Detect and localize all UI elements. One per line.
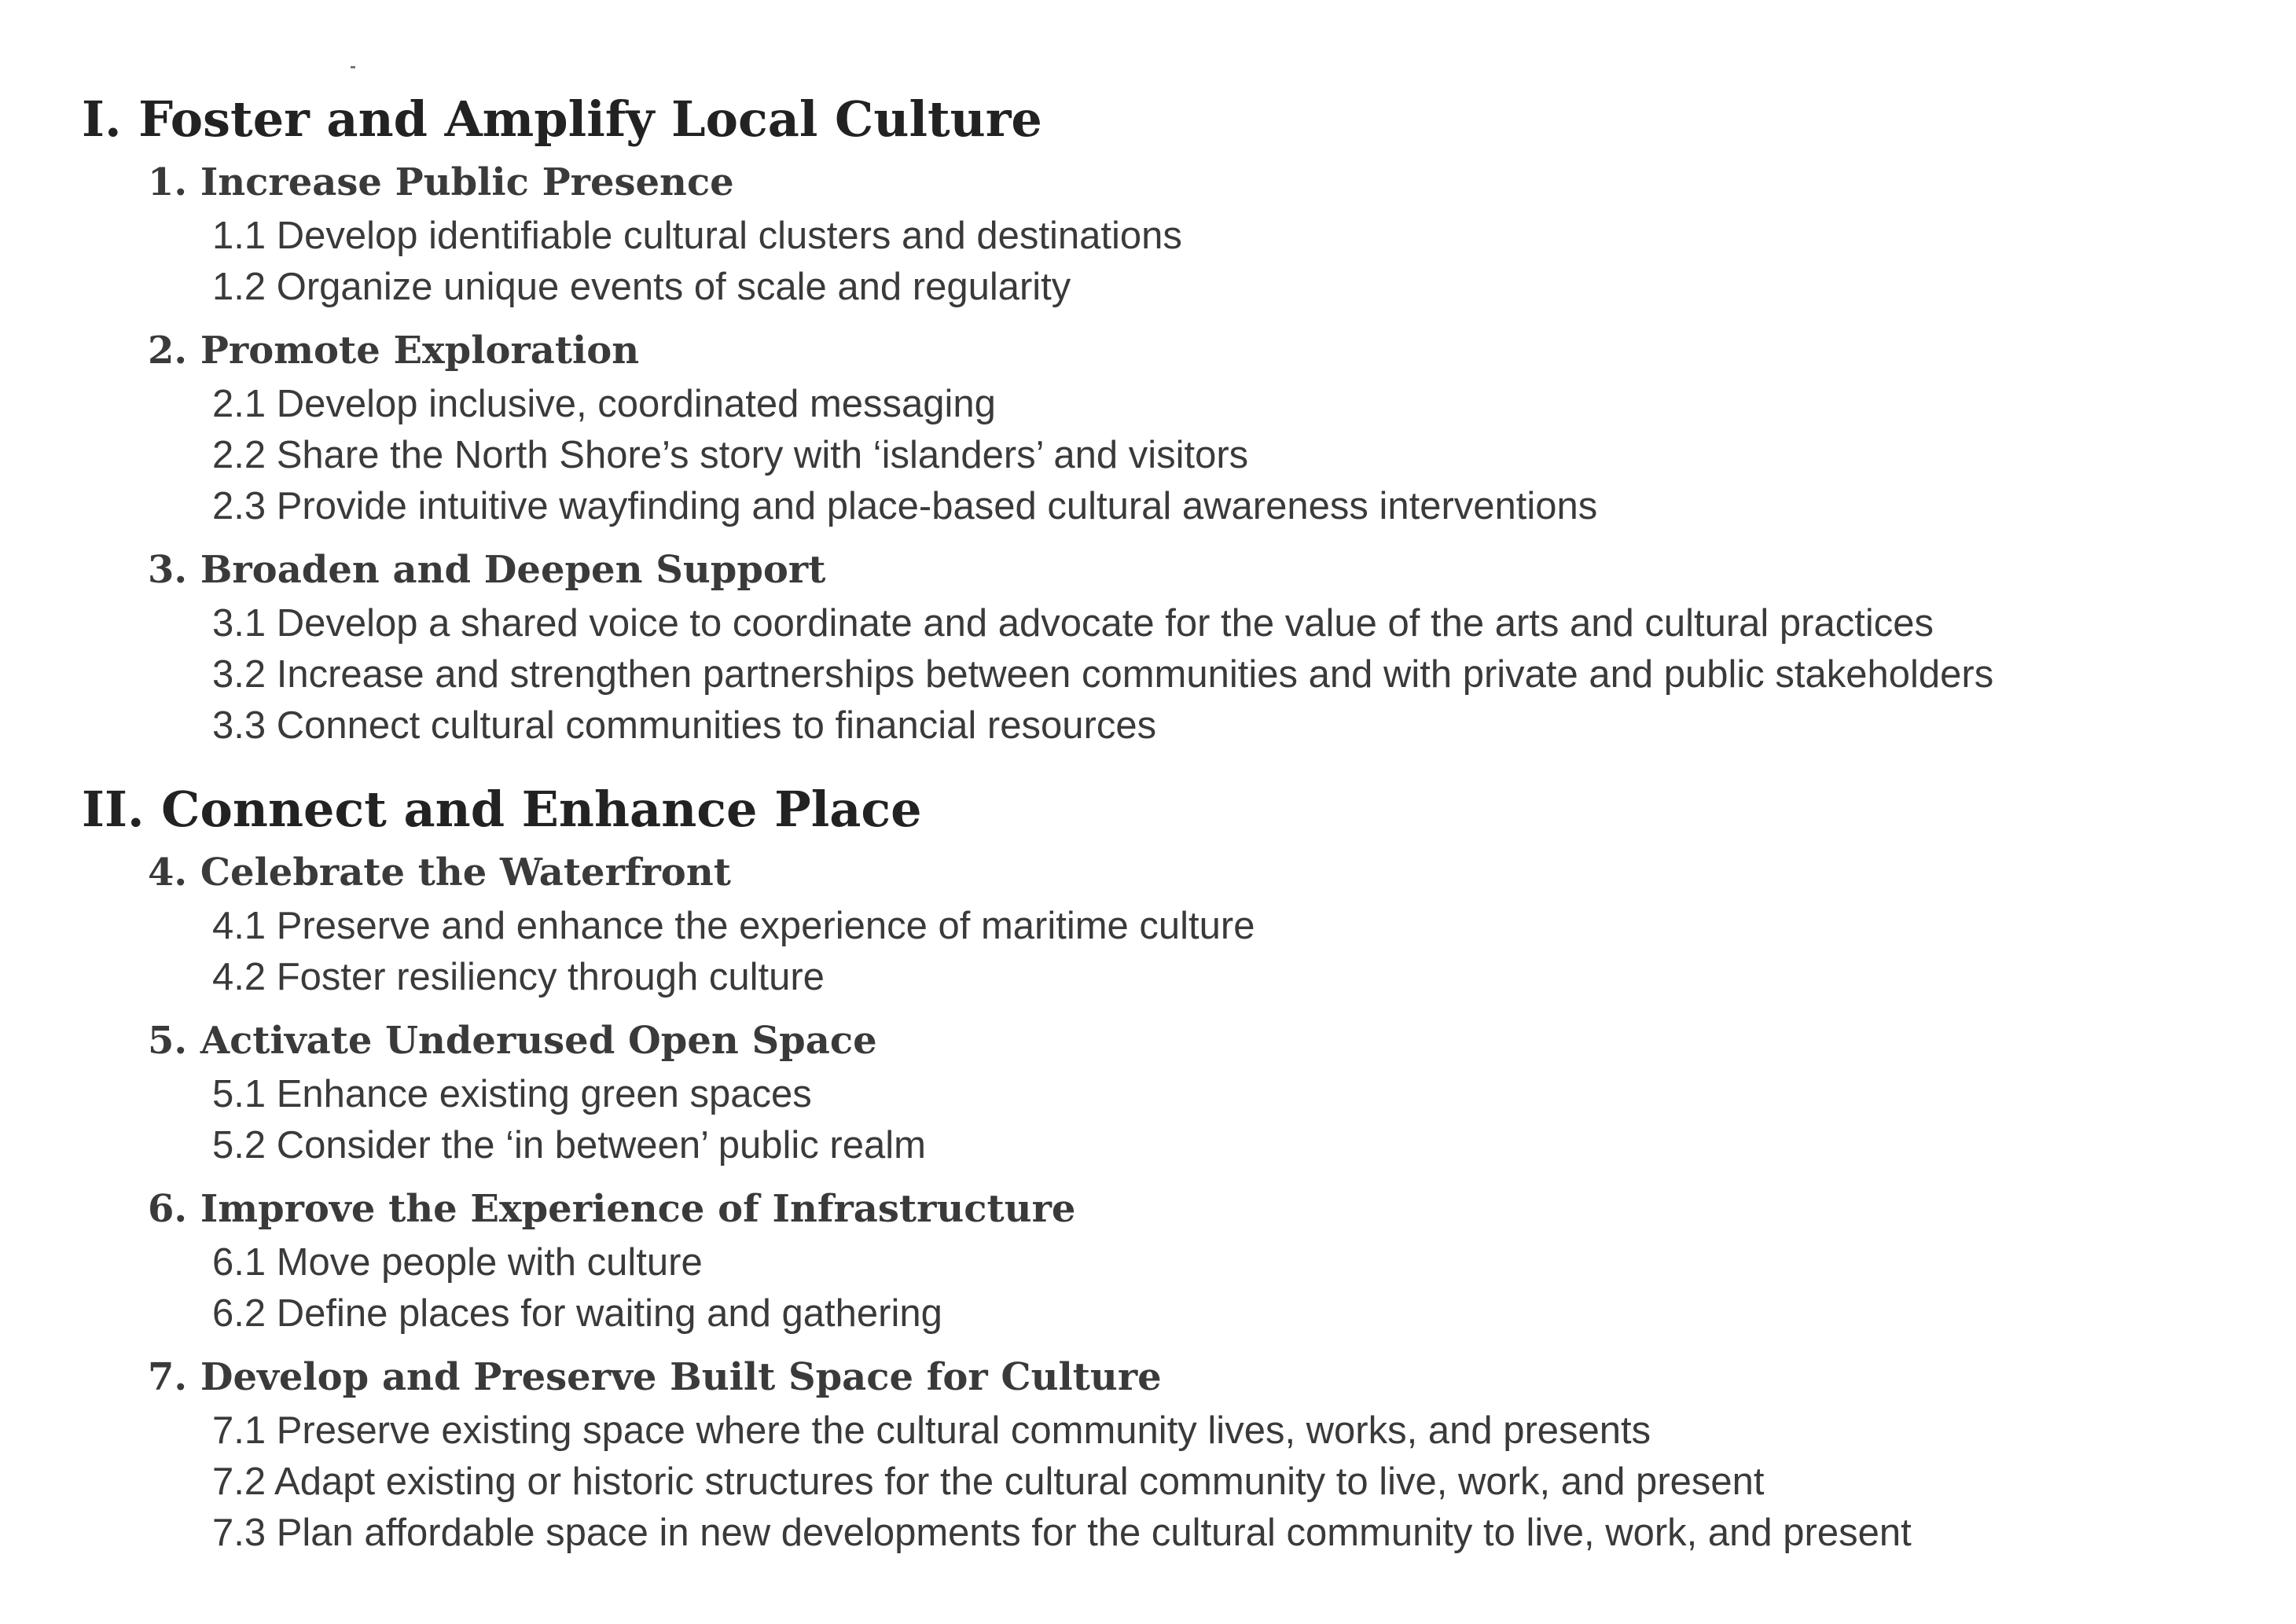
strategy-item: 2.2 Share the North Shore’s story with ‘islanders’ and visitors xyxy=(212,434,1249,476)
goal-title: 5. Activate Underused Open Space xyxy=(148,1019,877,1063)
goal-title: 2. Promote Exploration xyxy=(148,329,640,373)
strategy-item: 5.2 Consider the ‘in between’ public realm xyxy=(212,1124,926,1167)
strategy-item: 1.1 Develop identifiable cultural clusters and destinations xyxy=(212,215,1182,257)
strategy-item: 2.3 Provide intuitive wayfinding and place-based cultural awareness interventions xyxy=(212,485,1598,527)
goal-title: 3. Broaden and Deepen Support xyxy=(148,548,826,592)
strategy-list xyxy=(212,1405,2267,1559)
goal-block xyxy=(148,542,2267,751)
section-title: I. Foster and Amplify Local Culture xyxy=(82,90,1042,148)
strategy-list xyxy=(212,379,2267,532)
goal-block xyxy=(148,1349,2267,1559)
section-2 xyxy=(82,775,2267,1559)
strategy-list xyxy=(212,1237,2267,1339)
goal-block xyxy=(148,844,2267,1003)
strategy-item: 3.2 Increase and strengthen partnerships between communities and with private and public stakeholders xyxy=(212,653,1994,696)
strategy-item: 2.1 Develop inclusive, coordinated messaging xyxy=(212,383,996,425)
document-page xyxy=(82,85,2267,1559)
strategy-item: 6.2 Define places for waiting and gathering xyxy=(212,1292,942,1335)
strategy-item: 4.1 Preserve and enhance the experience of maritime culture xyxy=(212,905,1255,947)
goal-block xyxy=(148,1012,2267,1171)
section-1 xyxy=(82,85,2267,751)
strategy-item: 3.1 Develop a shared voice to coordinate and advocate for the value of the arts and cultural practices xyxy=(212,602,1934,645)
goal-block xyxy=(148,154,2267,313)
strategy-item: 5.1 Enhance existing green spaces xyxy=(212,1073,812,1115)
goal-title: 1. Increase Public Presence xyxy=(148,160,734,204)
section-title: II. Connect and Enhance Place xyxy=(82,781,922,838)
strategy-list xyxy=(212,598,2267,751)
strategy-item: 3.3 Connect cultural communities to financial resources xyxy=(212,704,1157,747)
goal-title: 6. Improve the Experience of Infrastructure xyxy=(148,1187,1076,1231)
goal-title: 4. Celebrate the Waterfront xyxy=(148,851,731,895)
strategy-list xyxy=(212,211,2267,313)
strategy-list xyxy=(212,1069,2267,1171)
goal-block xyxy=(148,322,2267,532)
strategy-list xyxy=(212,901,2267,1003)
strategy-item: 7.2 Adapt existing or historic structures for the cultural community to live, work, and present xyxy=(212,1460,1765,1503)
strategy-item: 7.3 Plan affordable space in new developments for the cultural community to live, work, and present xyxy=(212,1512,1912,1554)
strategy-item: 1.2 Organize unique events of scale and regularity xyxy=(212,266,1071,308)
strategy-item: 4.2 Foster resiliency through culture xyxy=(212,956,825,998)
strategy-item: 7.1 Preserve existing space where the cultural community lives, works, and presents xyxy=(212,1409,1651,1452)
goal-block xyxy=(148,1181,2267,1339)
goal-title: 7. Develop and Preserve Built Space for Culture xyxy=(148,1355,1162,1399)
strategy-item: 6.1 Move people with culture xyxy=(212,1241,703,1284)
stray-mark xyxy=(351,66,355,68)
